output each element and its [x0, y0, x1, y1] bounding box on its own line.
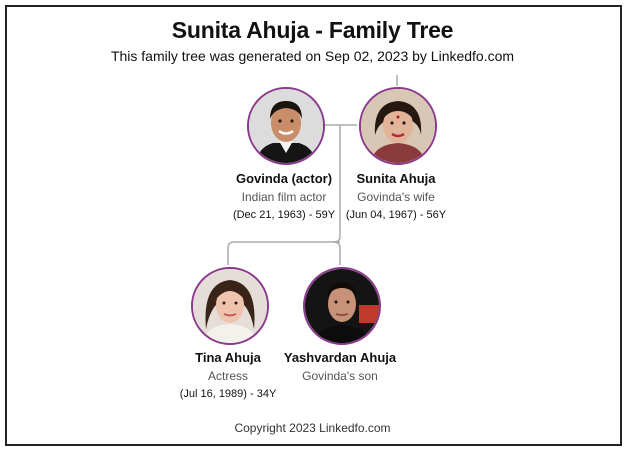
person-card-yashvardan [260, 350, 420, 387]
person-name: Sunita Ahuja [356, 171, 436, 186]
child-connector-yashvardan [334, 242, 340, 265]
person-name: Govinda (actor) [235, 171, 333, 186]
person-dates: (Jul 16, 1989) - 34Y [179, 388, 277, 400]
person-name: Tina Ahuja [195, 350, 261, 365]
person-name: Yashvardan Ahuja [283, 350, 397, 365]
copyright-footer: Copyright 2023 Linkedfo.com [234, 421, 391, 435]
avatar-govinda [247, 87, 325, 165]
person-card-sunita [316, 171, 476, 222]
avatar-sunita [359, 87, 437, 165]
avatar-yashvardan [303, 267, 381, 345]
person-dates: (Dec 21, 1963) - 59Y [232, 209, 336, 221]
page-subtitle: This family tree was generated on Sep 02, 2023 by Linkedfo.com [110, 48, 515, 64]
page-title: Sunita Ahuja - Family Tree [171, 17, 454, 43]
person-description: Govinda's wife [357, 190, 435, 204]
person-description: Govinda's son [302, 369, 378, 383]
person-description: Actress [207, 369, 248, 383]
avatar-tina [191, 267, 269, 345]
person-dates: (Jun 04, 1967) - 56Y [345, 209, 447, 221]
person-description: Indian film actor [241, 190, 327, 204]
